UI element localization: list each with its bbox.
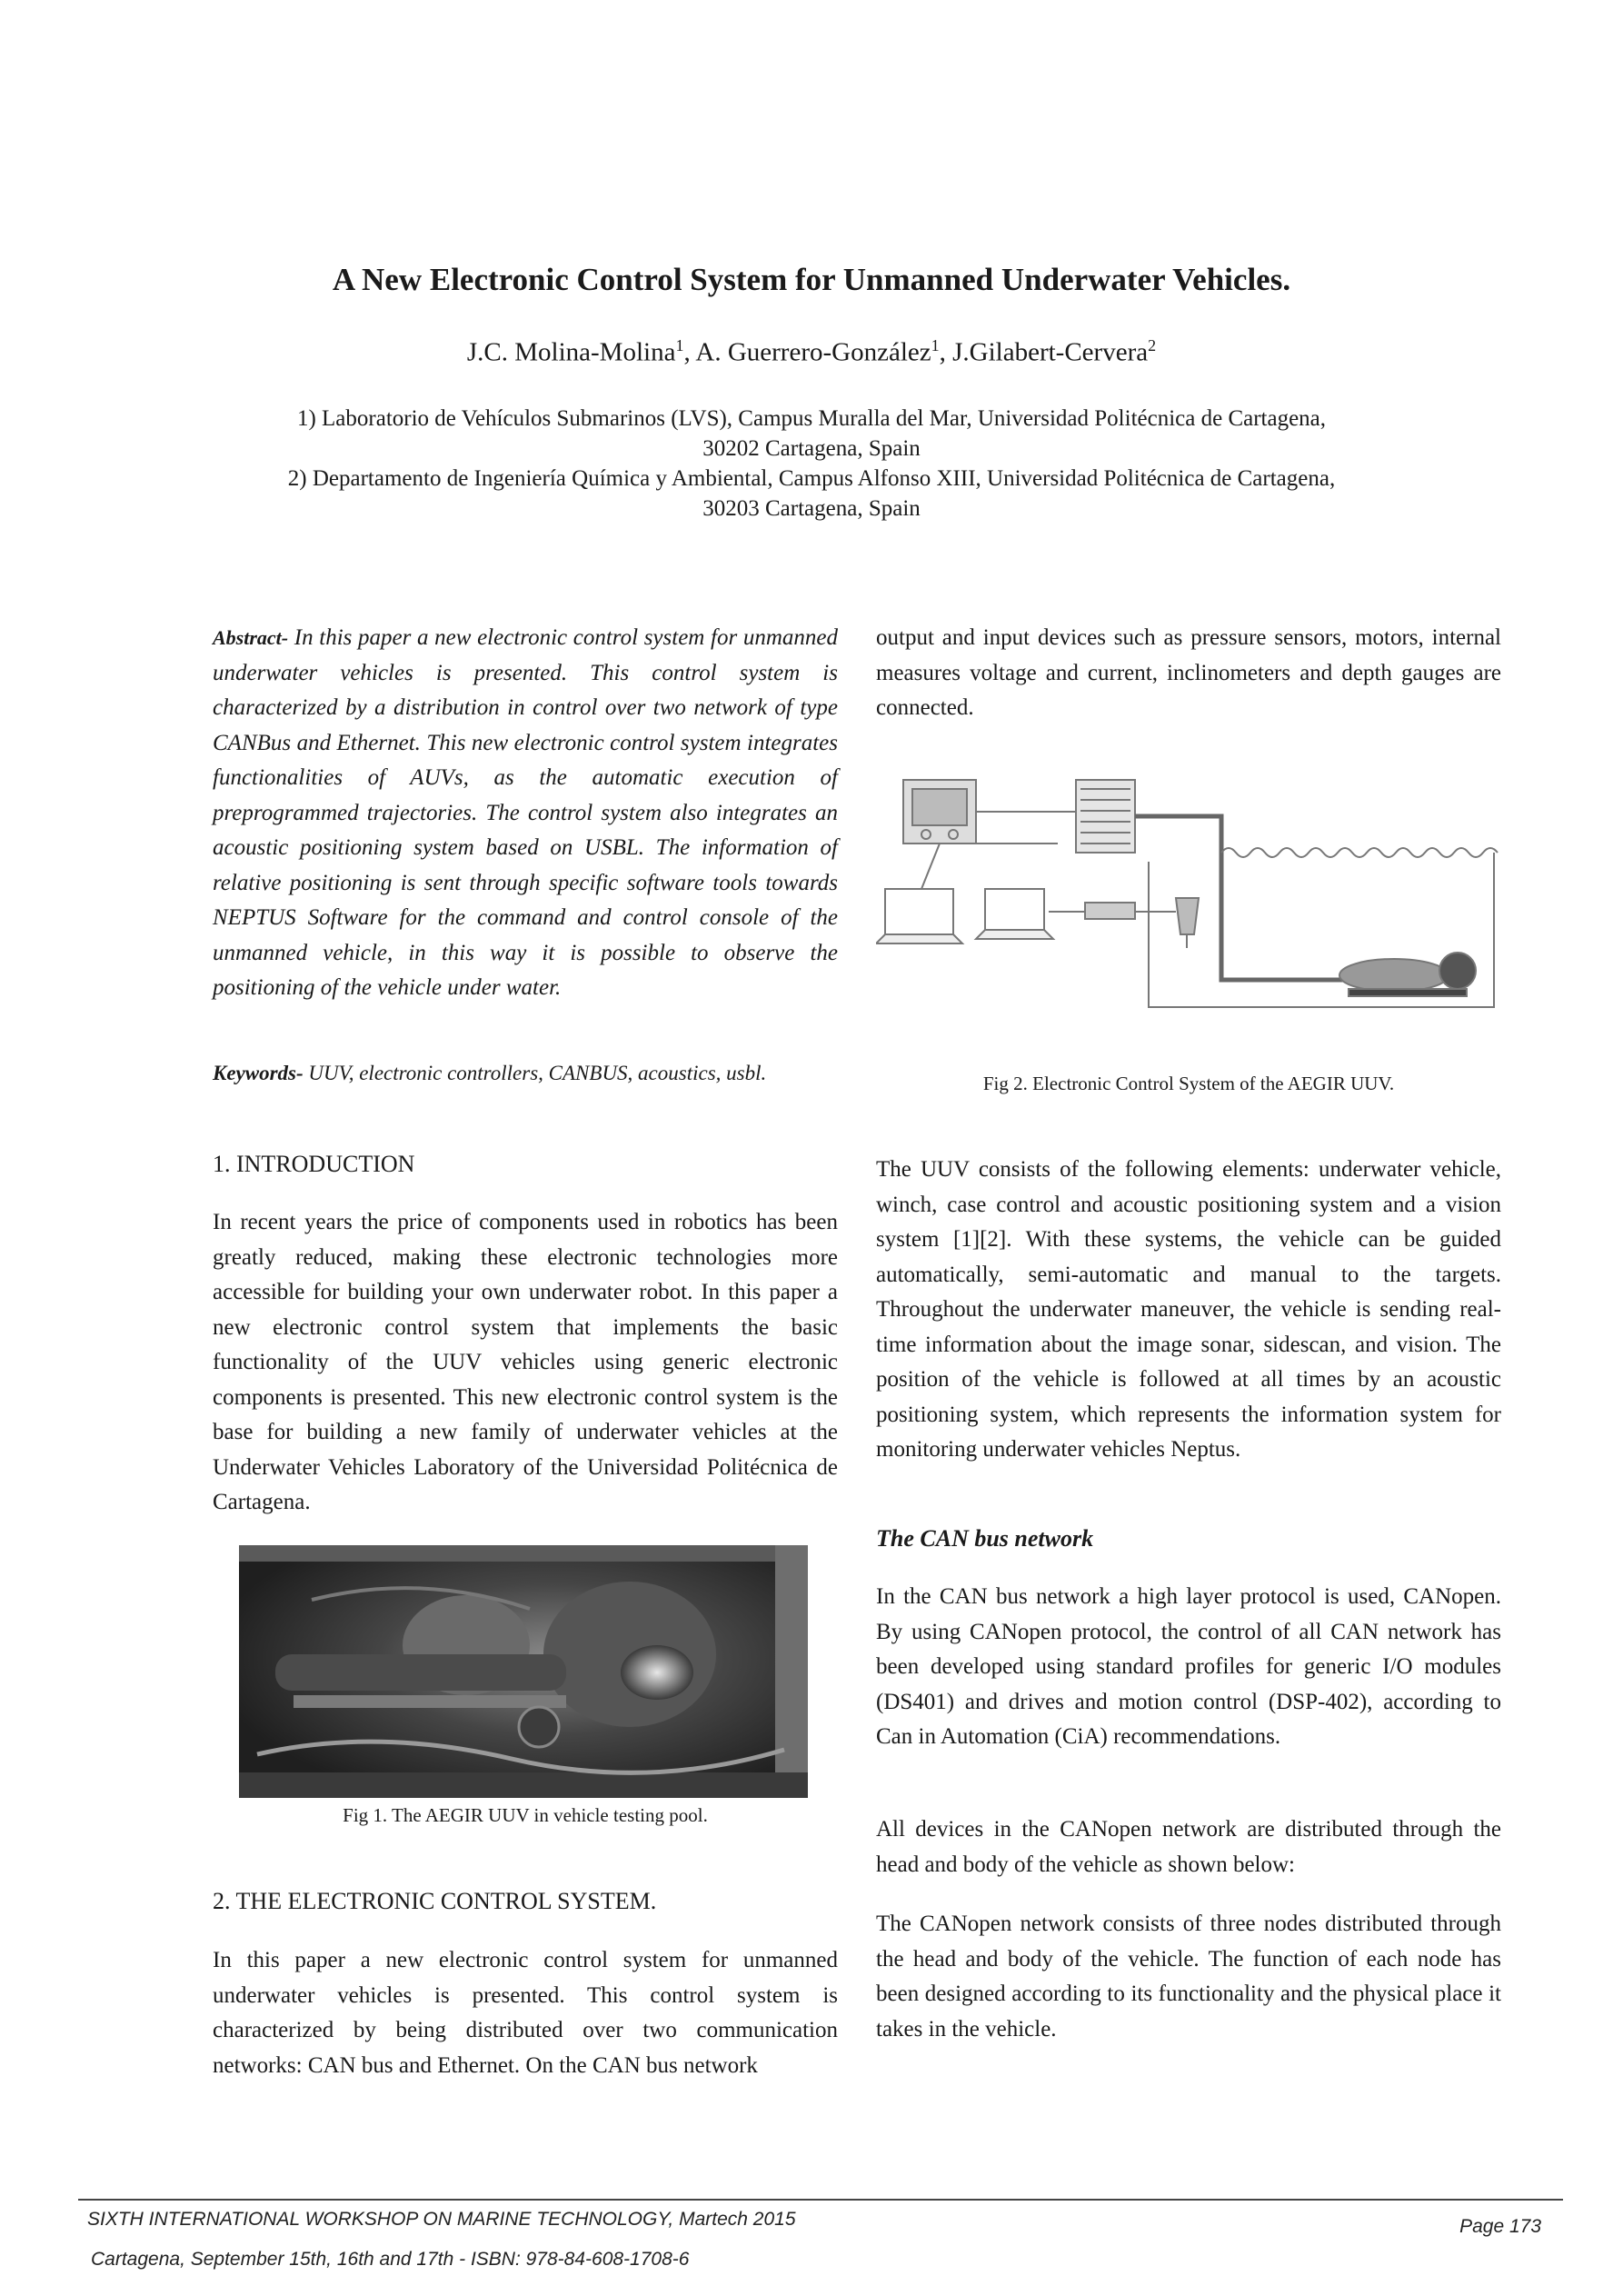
figure-1-photo <box>239 1545 808 1798</box>
figure-1-caption: Fig 1. The AEGIR UUV in vehicle testing pool. <box>343 1804 708 1826</box>
can-paragraph-1: In the CAN bus network a high layer protocol is used, CANopen. By using CANopen protocol, the control of all CAN network has been developed using standard profiles for generic I/O modules (DS401) and drives and motion control (DSP-402), according to Can in Automation (CiA) recommendations. <box>876 1584 1501 1749</box>
can-paragraph-3: The CANopen network consists of three nodes distributed through the head and body of the vehicle. The function of each node has been designed according to its functionality and the physical place it takes in the vehicle. <box>876 1912 1501 2041</box>
introduction-paragraph: In recent years the price of components used in robotics has been greatly reduced, making these electronic technologies more accessible for building your own underwater robot. In this paper a new electronic control system that implements the basic functionality of the UUV vehicles using generic electronic components is presented. This new electronic control system is the base for building a new family of underwater vehicles at the Underwater Vehicles Laboratory of the Universidad Politécnica de Cartagena. <box>213 1210 838 1514</box>
footer-divider <box>78 2199 1563 2201</box>
page-number: Page 173 <box>1459 2216 1541 2237</box>
author-affil-mark: 2 <box>1148 336 1157 354</box>
continued-paragraph: output and input devices such as pressure sensors, motors, internal measures voltage and current, inclinometers and depth gauges are connected. <box>876 625 1501 720</box>
affiliations <box>273 404 1350 524</box>
section-heading-electronic-control-system: 2. THE ELECTRONIC CONTROL SYSTEM. <box>213 1888 657 1914</box>
footer-conference: SIXTH INTERNATIONAL WORKSHOP ON MARINE TECHNOLOGY, Martech 2015 <box>87 2209 796 2230</box>
ecs-paragraph: In this paper a new electronic control system for unmanned underwater vehicles is presented. This control system is characterized by being distributed over two communication networks: CAN bus and Ethernet. On the CAN bus network <box>213 1948 838 2078</box>
figure-2-caption: Fig 2. Electronic Control System of the AEGIR UUV. <box>982 1073 1395 1094</box>
section-heading-introduction: 1. INTRODUCTION <box>213 1151 415 1177</box>
paper-title: A New Electronic Control System for Unmanned Underwater Vehicles. <box>332 262 1291 297</box>
figure-2-diagram <box>876 762 1503 1018</box>
subsection-heading-can-bus: The CAN bus network <box>876 1525 1094 1552</box>
uuv-paragraph: The UUV consists of the following elements: underwater vehicle, winch, case control and acoustic positioning system and a vision system [1][2]. With these systems, the vehicle can be guided automatically, semi-automatic and manual to the targets. Throughout the underwater maneuver, the vehicle is sending real-time information about the image sonar, sidescan, and vision. The position of the vehicle is followed at all times by an acoustic positioning system, which represents the information system for monitoring underwater vehicles Neptus. <box>876 1157 1501 1462</box>
footer-location-isbn: Cartagena, September 15th, 16th and 17th - ISBN: 978-84-608-1708-6 <box>91 2249 690 2270</box>
author-affil-mark: 1 <box>931 336 940 354</box>
abstract-text: In this paper a new electronic control system for unmanned underwater vehicles is presented. This control system is characterized by a distribution in control over two network of type CANBus and Ethernet. This new electronic control system integrates functionalities of AUVs, as the automatic execution of preprogrammed trajectories. The control system also integrates an acoustic positioning system based on USBL. The information of relative positioning is sent through specific software tools towards NEPTUS Software for the command and control console of the unmanned vehicle, in this way it is possible to observe the positioning of the vehicle under water. <box>213 625 838 1000</box>
affiliation-2: 2) Departamento de Ingeniería Química y Ambiental, Campus Alfonso XIII, Universidad Politécnica de Cartagena, 30203 Cartagena, Spain <box>287 466 1336 521</box>
author-name: J.Gilabert-Cervera <box>952 337 1149 367</box>
author-list: J.C. Molina-Molina$^1$, A. Guerrero-González$^1$, J.Gilabert-Cervera$^2$ <box>466 336 1157 367</box>
abstract-label: Abstract- <box>213 626 289 649</box>
affiliation-1: 1) Laboratorio de Vehículos Submarinos (LVS), Campus Muralla del Mar, Universidad Politécnica de Cartagena, 30202 Cartagena, Spain <box>296 406 1327 461</box>
author-affil-mark: 1 <box>675 336 684 354</box>
control-system-diagram <box>876 762 1503 1018</box>
abstract <box>213 621 838 1006</box>
vehicle-photo-image <box>239 1545 808 1798</box>
keywords-label: Keywords- <box>213 1062 304 1084</box>
author-name: J.C. Molina-Molina <box>466 337 676 367</box>
keywords-text: UUV, electronic controllers, CANBUS, acoustics, usbl. <box>303 1062 767 1084</box>
keywords <box>213 1058 838 1088</box>
can-paragraph-2: All devices in the CANopen network are distributed through the head and body of the vehicle as shown below: <box>876 1817 1501 1877</box>
author-name: A. Guerrero-González <box>695 337 931 367</box>
